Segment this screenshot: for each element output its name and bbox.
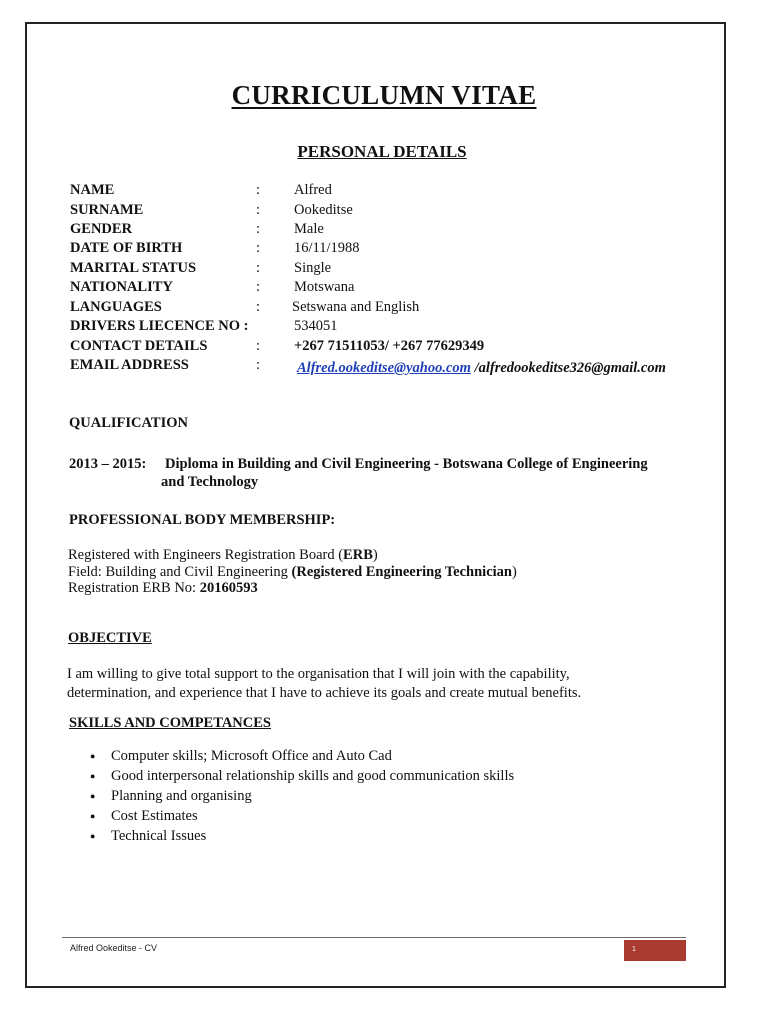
- document-title: CURRICULUMN VITAE: [231, 80, 537, 110]
- personal-details-heading: PERSONAL DETAILS: [297, 142, 467, 161]
- list-item: ● Good interpersonal relationship skills and good communication skills: [90, 766, 514, 786]
- membership-line-2: Field: Building and Civil Engineering (Registered Engineering Technician): [68, 564, 517, 580]
- page-number: 1: [632, 946, 636, 953]
- skills-heading: SKILLS AND COMPETANCES: [69, 715, 271, 731]
- list-item: ● Computer skills; Microsoft Office and Auto Cad: [90, 746, 514, 766]
- skills-list: [90, 746, 514, 846]
- membership-line-1: Registered with Engineers Registration Board (ERB): [68, 547, 378, 563]
- qualification-line-1: Diploma in Building and Civil Engineering - Botswana College of Engineering: [165, 456, 648, 472]
- objective-line-1: I am willing to give total support to the organisation that I will join with the capability,: [67, 666, 570, 682]
- membership-heading: PROFESSIONAL BODY MEMBERSHIP:: [69, 512, 336, 528]
- objective-line-2: determination, and experience that I have to achieve its goals and create mutual benefits.: [67, 685, 582, 701]
- qualification-heading: QUALIFICATION: [69, 415, 188, 431]
- list-item: ● Planning and organising: [90, 786, 514, 806]
- qualification-period: 2013 – 2015:: [69, 456, 147, 472]
- membership-line-3: Registration ERB No: 20160593: [68, 580, 258, 596]
- objective-heading: OBJECTIVE: [68, 630, 152, 646]
- email-gmail: /alfredookeditse326@gmail.com: [470, 360, 666, 376]
- list-item: ● Cost Estimates: [90, 806, 514, 826]
- qualification-line-2: and Technology: [161, 474, 259, 490]
- footer-text: Alfred Ookeditse - CV: [70, 943, 158, 953]
- email-link-yahoo[interactable]: Alfred.ookeditse@yahoo.com: [297, 360, 471, 376]
- list-item: ● Technical Issues: [90, 826, 514, 846]
- footer-divider: [62, 937, 686, 938]
- page-number-badge: [624, 940, 686, 961]
